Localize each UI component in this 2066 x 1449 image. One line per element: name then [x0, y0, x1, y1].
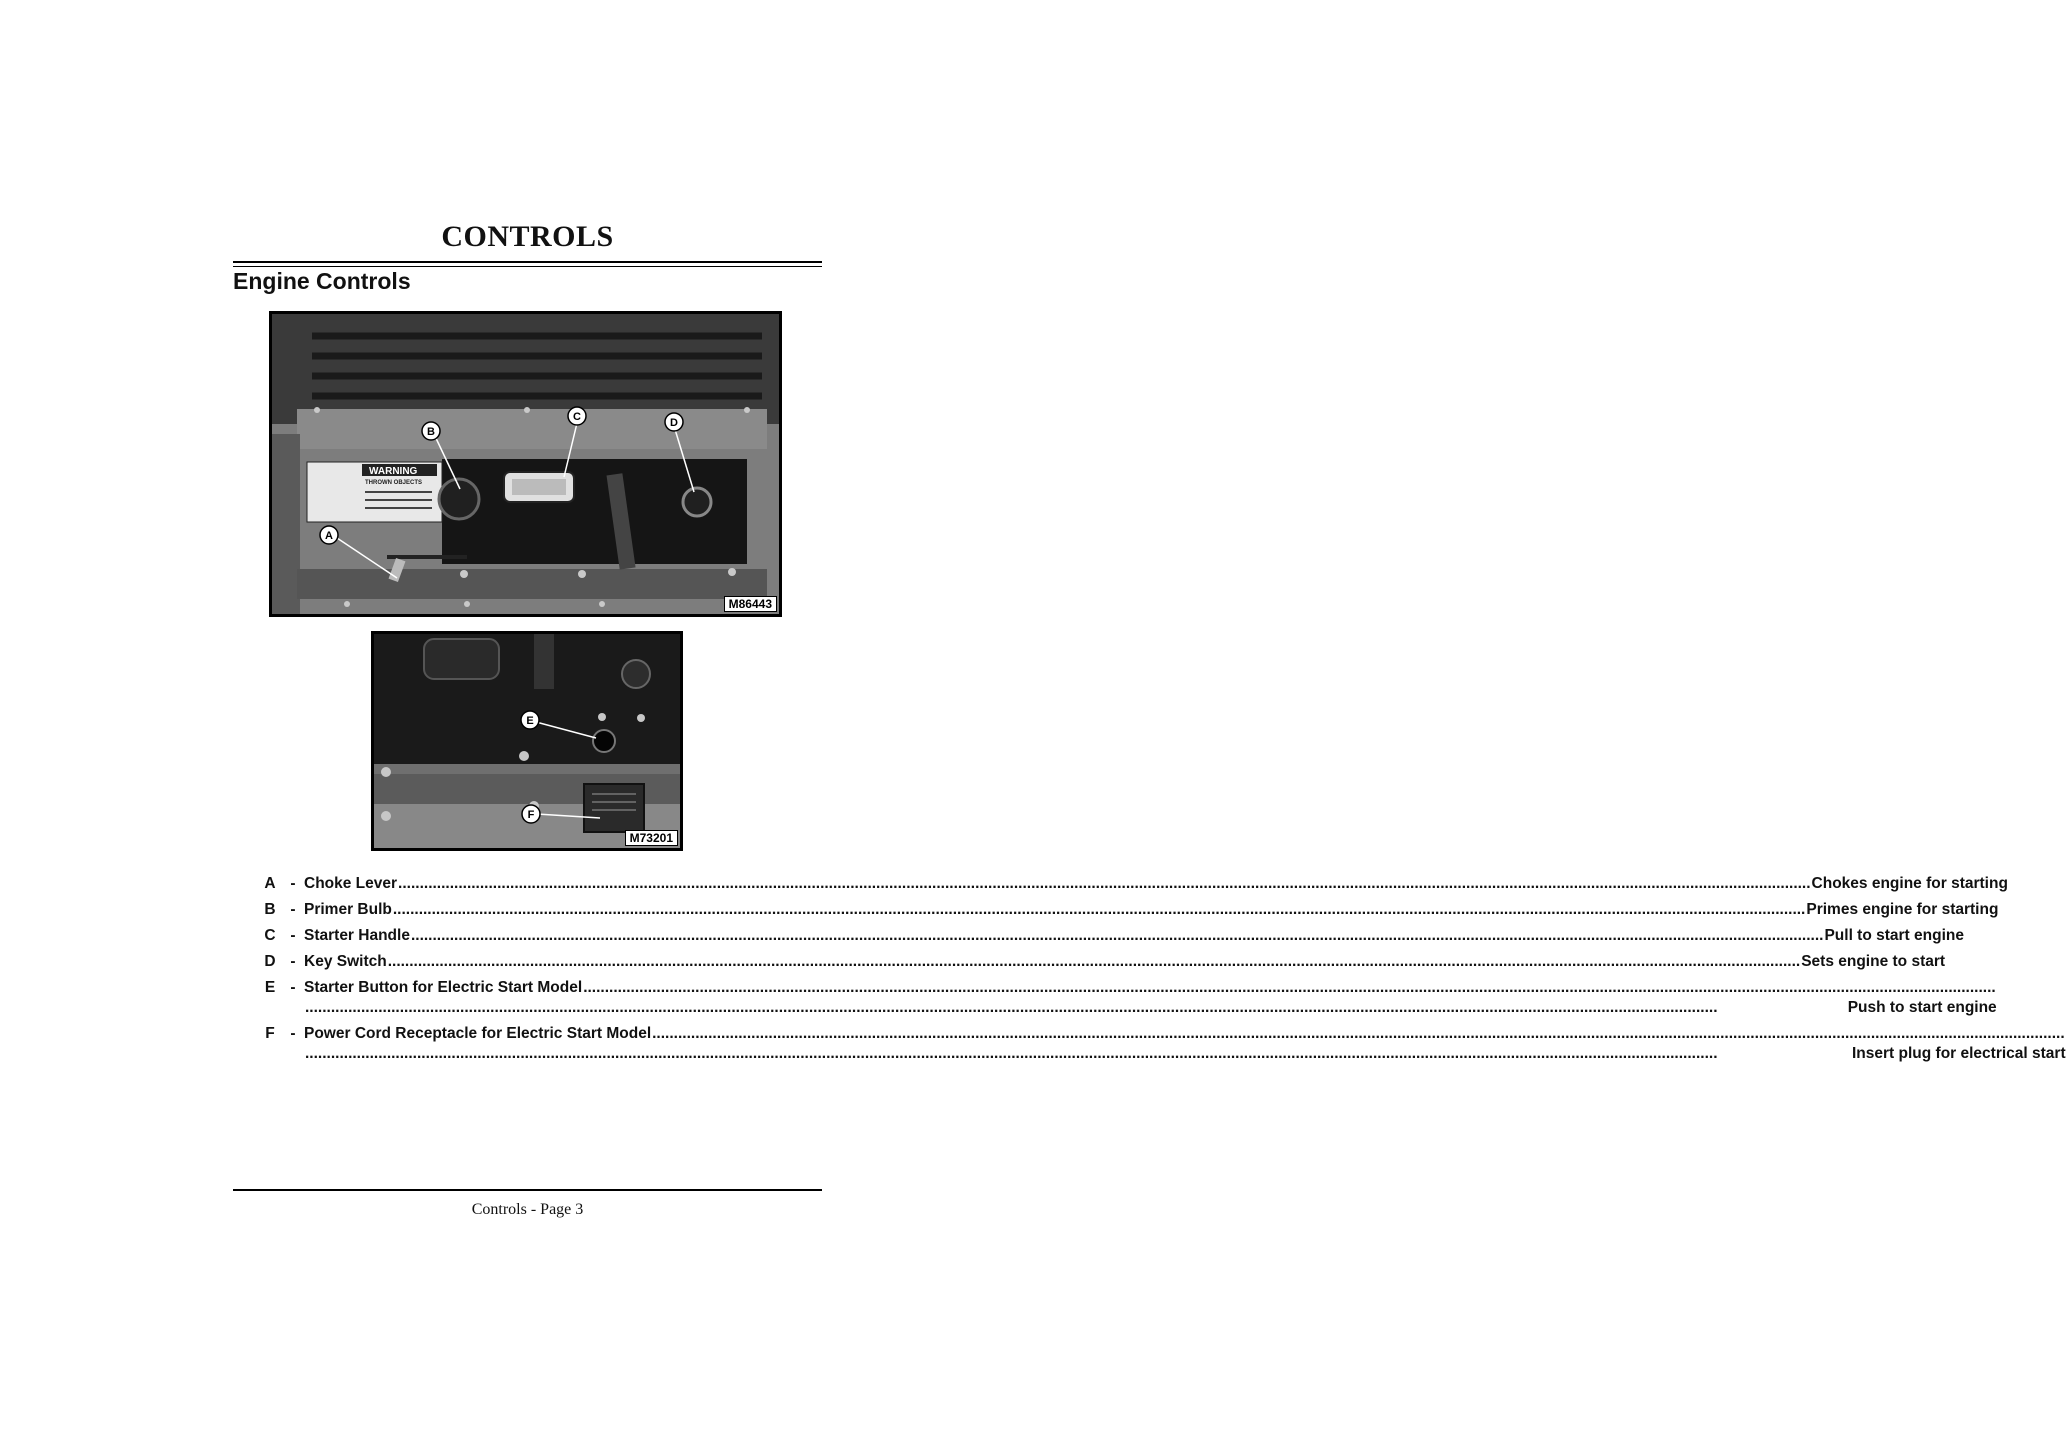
- legend-item: [258, 1024, 2066, 1064]
- legend-label: Choke Lever: [304, 875, 398, 892]
- legend-description: Chokes engine for starting: [1811, 875, 2008, 892]
- title-rule-top: [233, 261, 822, 263]
- legend-letter: F: [265, 1025, 275, 1042]
- leader-dots: [411, 926, 1824, 946]
- legend-description: Sets engine to start: [1801, 953, 1946, 970]
- section-title: Engine Controls: [233, 268, 411, 294]
- legend-item: [258, 952, 1946, 972]
- page-title: CONTROLS: [441, 220, 614, 253]
- legend-description: Primes engine for starting: [1806, 901, 1999, 918]
- svg-text:A: A: [325, 530, 333, 542]
- legend-dash: -: [290, 901, 296, 918]
- warning-label: WARNING: [369, 466, 418, 477]
- figure-code: M86443: [724, 596, 777, 612]
- leader-dots: [388, 952, 1801, 972]
- title-rule-bottom: [233, 266, 822, 267]
- svg-text:D: D: [670, 417, 678, 429]
- legend-dash: -: [290, 875, 296, 892]
- leader-dots: [583, 978, 1996, 998]
- legend-label: Starter Button for Electric Start Model: [304, 979, 583, 996]
- legend-dash: -: [290, 927, 296, 944]
- page-footer: Controls - Page 3: [471, 1201, 584, 1218]
- callout-d: [665, 413, 683, 431]
- legend-dash: -: [290, 1025, 296, 1042]
- legend-letter: B: [264, 901, 276, 918]
- svg-text:F: F: [527, 809, 535, 821]
- electric-start-photo: [371, 631, 683, 851]
- legend-item: [258, 926, 1964, 946]
- legend-label: Key Switch: [304, 953, 387, 970]
- legend-letter: D: [264, 953, 276, 970]
- svg-text:C: C: [573, 411, 581, 423]
- leader-dots: [305, 1044, 1851, 1064]
- engine-panel-illustration: [272, 314, 779, 614]
- legend-item: [258, 978, 1997, 1018]
- legend-label: Power Cord Receptacle for Electric Start Model: [304, 1025, 652, 1042]
- engine-controls-photo: [269, 311, 782, 617]
- legend-item: [258, 900, 1999, 920]
- callout-b: [422, 422, 440, 440]
- legend-letter: E: [264, 979, 276, 996]
- legend-item: [258, 874, 2008, 894]
- callout-a: [320, 526, 338, 544]
- legend-description: Insert plug for electrical start: [1852, 1045, 2066, 1062]
- legend-dash: -: [290, 979, 296, 996]
- legend-letter: A: [264, 875, 276, 892]
- callout-f: [522, 805, 540, 823]
- warning-sub: THROWN OBJECTS: [365, 480, 422, 486]
- legend-dash: -: [290, 953, 296, 970]
- legend-label: Starter Handle: [304, 927, 410, 944]
- legend-letter: C: [264, 927, 276, 944]
- leader-dots: [398, 874, 1811, 894]
- callout-e: [521, 711, 539, 729]
- leader-dots: [305, 998, 1847, 1018]
- footer-rule: [233, 1189, 822, 1191]
- leader-dots: [393, 900, 1806, 920]
- electric-start-illustration: [374, 634, 680, 848]
- figure-code: M73201: [625, 830, 678, 846]
- legend-description: Pull to start engine: [1824, 927, 1964, 944]
- svg-text:E: E: [526, 715, 534, 727]
- callout-c: [568, 407, 586, 425]
- legend-label: Primer Bulb: [304, 901, 392, 918]
- svg-text:B: B: [427, 426, 435, 438]
- controls-legend: [258, 874, 2066, 1070]
- leader-dots: [652, 1024, 2065, 1044]
- legend-description: Push to start engine: [1847, 999, 1997, 1016]
